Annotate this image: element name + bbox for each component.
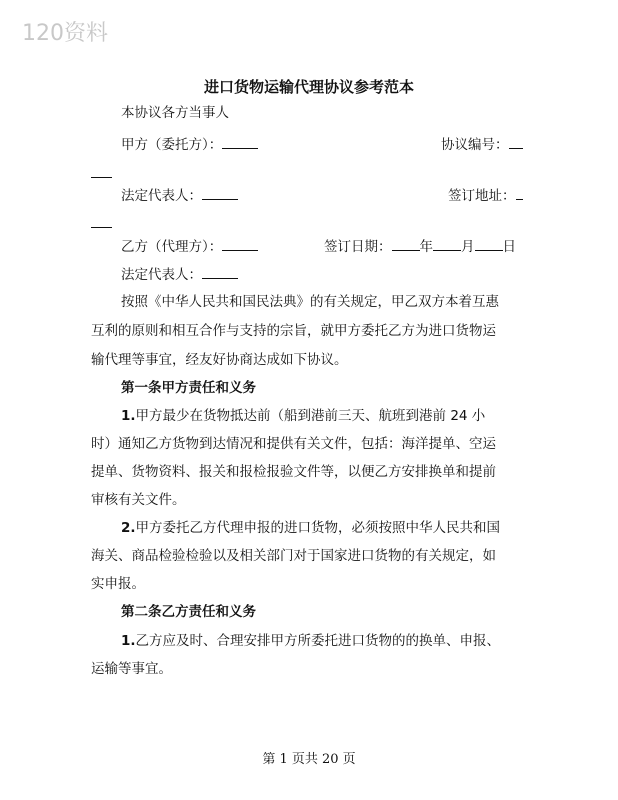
agreement-no-label: 协议编号： bbox=[441, 137, 509, 153]
party-a-rep-label: 法定代表人： bbox=[121, 188, 202, 204]
agreement-no-line bbox=[441, 134, 523, 155]
party-b-blank bbox=[222, 236, 258, 251]
document-title: 进口货物运输代理协议参考范本 bbox=[203, 78, 414, 96]
party-b-label: 乙方（代理方）： bbox=[121, 239, 223, 255]
party-a-blank bbox=[222, 134, 258, 149]
party-a-rep-line bbox=[121, 185, 238, 206]
sign-date-label: 签订日期： bbox=[324, 239, 392, 255]
preamble-line: 输代理等事宜，经友好协商达成如下协议。 bbox=[91, 352, 348, 368]
sign-place-blank bbox=[516, 185, 523, 200]
preamble-line: 互利的原则和相互合作与支持的宗旨，就甲方委托乙方为进口货物运 bbox=[91, 323, 496, 339]
parties-intro: 本协议各方当事人 bbox=[121, 105, 229, 121]
article2-clause1-number: 1. bbox=[121, 633, 136, 649]
article1-clause2-number: 2. bbox=[121, 520, 136, 536]
month-blank bbox=[433, 236, 461, 251]
sign-date-line bbox=[324, 236, 516, 257]
article2-clause1-line: 运输等事宜。 bbox=[91, 661, 172, 677]
day-label: 日 bbox=[502, 239, 516, 255]
year-label: 年 bbox=[419, 239, 433, 255]
party-a-line bbox=[121, 134, 258, 155]
article2-clause1-text: 乙方应及时、合理安排甲方所委托进口货物的的换单、申报、 bbox=[135, 633, 501, 649]
article1-clause2-line bbox=[121, 518, 500, 538]
article1-heading: 第一条甲方责任和义务 bbox=[121, 380, 256, 396]
month-label: 月 bbox=[461, 239, 475, 255]
party-a-rep-blank bbox=[202, 185, 238, 200]
sign-place-label: 签订地址： bbox=[448, 188, 516, 204]
party-b-line bbox=[121, 236, 258, 257]
preamble-line: 按照《中华人民共和国民法典》的有关规定，甲乙双方本着互惠 bbox=[121, 294, 499, 310]
article1-clause2-line: 实申报。 bbox=[91, 576, 145, 592]
party-b-rep-blank bbox=[202, 264, 238, 279]
agreement-no-blank-continued bbox=[91, 177, 112, 178]
article1-clause2-line: 海关、商品检验检验以及相关部门对于国家进口货物的有关规定，如 bbox=[91, 548, 496, 564]
article1-clause1-line: 提单、货物资料、报关和报检报验文件等，以便乙方安排换单和提前 bbox=[91, 464, 496, 480]
year-blank bbox=[392, 236, 420, 251]
party-a-label: 甲方（委托方）： bbox=[121, 137, 223, 153]
day-blank bbox=[475, 236, 503, 251]
article1-clause1-text: 甲方最少在货物抵达前（船到港前三天、航班到港前 24 小 bbox=[135, 408, 486, 424]
article1-clause1-line bbox=[121, 406, 485, 426]
article1-clause1-number: 1. bbox=[121, 408, 136, 424]
article1-clause2-text: 甲方委托乙方代理申报的进口货物，必须按照中华人民共和国 bbox=[135, 520, 501, 536]
watermark: 120资料 bbox=[22, 21, 108, 46]
article1-clause1-line: 审核有关文件。 bbox=[91, 492, 186, 508]
sign-place-line bbox=[448, 185, 523, 206]
sign-place-blank-continued bbox=[91, 227, 112, 228]
page-footer: 第 1 页共 20 页 bbox=[262, 752, 356, 767]
party-b-rep-label: 法定代表人： bbox=[121, 267, 202, 283]
article2-clause1-line bbox=[121, 631, 500, 651]
agreement-no-blank bbox=[509, 134, 523, 149]
article2-heading: 第二条乙方责任和义务 bbox=[121, 604, 256, 620]
party-b-rep-line bbox=[121, 264, 238, 285]
article1-clause1-line: 时）通知乙方货物到达情况和提供有关文件，包括：海洋提单、空运 bbox=[91, 436, 496, 452]
